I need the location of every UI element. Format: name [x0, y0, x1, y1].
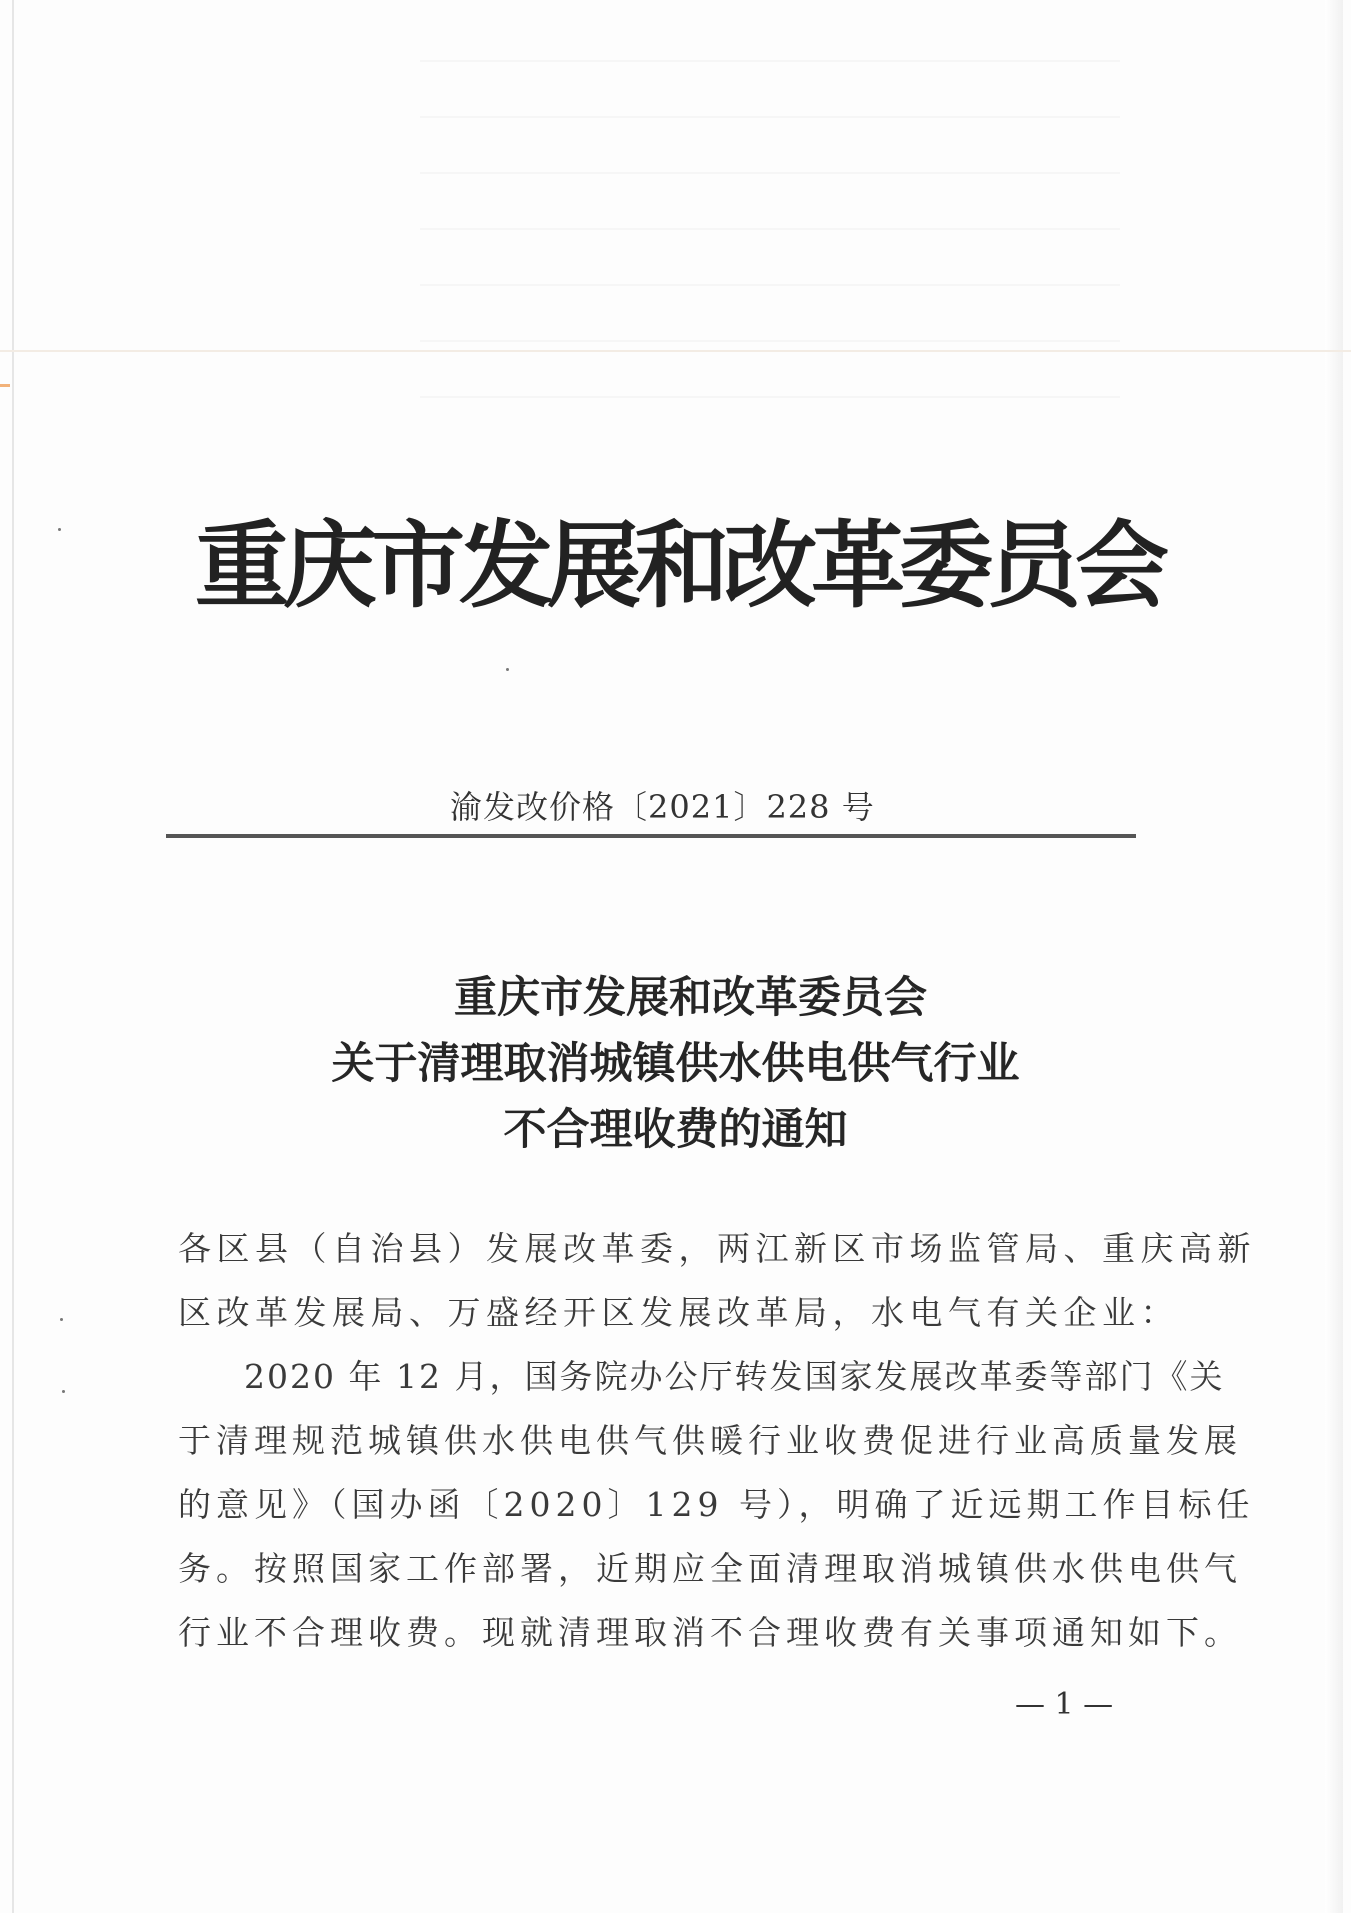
title-line-1: 重庆市发展和改革委员会 [454, 973, 927, 1023]
scan-speck [506, 668, 509, 671]
document-title [0, 965, 1351, 1163]
header-divider-rule [166, 834, 1136, 838]
paragraph-line-4: 务。按照国家工作部署，近期应全面清理取消城镇供水供电供气 [178, 1549, 1242, 1588]
bleed-through-lines [420, 60, 1120, 480]
paragraph-line-5: 行业不合理收费。现就清理取消不合理收费有关事项通知如下。 [178, 1613, 1242, 1652]
paragraph-line-2: 于清理规范城镇供水供电供气供暖行业收费促进行业高质量发展 [178, 1421, 1242, 1460]
title-line-2: 关于清理取消城镇供水供电供气行业 [331, 1039, 1020, 1089]
scan-edge-left [12, 0, 14, 1913]
issuing-organization-header: 重庆市发展和改革委员会 [195, 512, 1164, 621]
addressee-line-2: 区改革发展局、万盛经开区发展改革局，水电气有关企业： [178, 1293, 1179, 1332]
paragraph-line-3: 的意见》（国办函〔2020〕129 号），明确了近远期工作目标任 [178, 1485, 1255, 1524]
document-number: 渝发改价格〔2021〕228 号 [450, 788, 875, 826]
scan-speck [58, 528, 61, 531]
scan-mark [0, 384, 10, 387]
page-number: — 1 — [1015, 1687, 1114, 1722]
paragraph-line-1: 2020 年 12 月，国务院办公厅转发国家发展改革委等部门《关 [244, 1357, 1225, 1396]
document-body [178, 1217, 1256, 1665]
scan-speck [62, 1390, 65, 1393]
scan-edge-right [1325, 0, 1343, 1913]
addressee-line-1: 各区县（自治县）发展改革委，两江新区市场监管局、重庆高新 [178, 1229, 1256, 1268]
scan-speck [60, 1318, 63, 1321]
title-line-3: 不合理收费的通知 [503, 1105, 848, 1155]
